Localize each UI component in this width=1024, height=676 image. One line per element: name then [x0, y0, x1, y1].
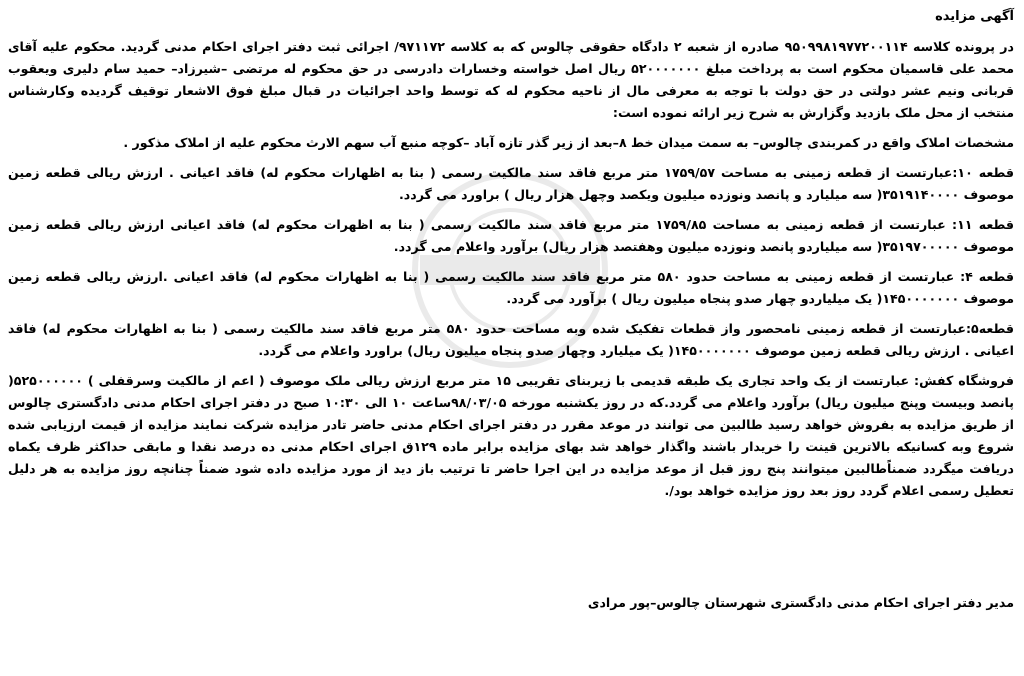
shoe-shop-auction-paragraph: فروشگاه کفش: عبارتست از یک واحد تجاری یک طبقه قدیمی با زیربنای تقریبی ۱۵ متر مربع ارزش ریالی ملک موصوف ( اعم از مالکیت وسرقفلی ) ۵۲۵۰۰۰۰۰۰( پانصد وبیست وپنج میلیون ریال) برآورد واعلام می گردد.که در روز یکشنبه مورخه ۹۸/۰۳/۰۵ساعت ۱۰ الی ۱۰:۳۰ صبح در دفتر اجرای احکام مدنی دادگستری چالوس از طریق مزایده به بفروش خواهد رسید طالبین می توانند در موعد مقرر در دفتر اجرای احکام مدنی حاضر تادر مزایده شرکت نمایند مزایده از قیمت ارزیابی شده شروع وبه کسانیکه بالاترین قینت را خریدار باشند واگذار خواهد شد بهای مزایده برابر ماده ۱۲۹ق اجرای احکام مدنی ده درصد نقدا و مابقی حداکثر ظرف یکماه دریافت میگردد ضمناًطالبین میتوانند پنج روز قبل از موعد مزایده در این اجرا حاضر تا ترتیب باز دید از مورد مزایده داده شود ضمناً چنانچه روز مزایده به هر دلیل تعطیل رسمی اعلام گردد روز بعد روز مزایده خواهد بود/.: [8, 373, 1014, 498]
signature-line: مدیر دفتر اجرای احکام مدنی دادگستری شهرستان چالوس–پور مرادی: [587, 595, 1014, 610]
case-intro-paragraph: در پرونده کلاسه ۹۵۰۹۹۸۱۹۷۷۲۰۰۱۱۴ صادره از شعبه ۲ دادگاه حقوقی چالوس که به کلاسه ۹۷۱۱۷۲/ اجرائی ثبت دفتر اجرای احکام مدنی گردید. محکوم علیه آقای محمد علی قاسمیان محکوم است به پرداخت مبلغ ۵۲۰۰۰۰۰۰۰ ریال اصل خواسته وخسارات دادرسی در حق محکوم له مرتضی –شیرزاد– حمید سام دلیری ویعقوب قربانی ونیم عشر دولتی در حق دولت با توجه به معرفی مال از ناحیه محکوم له که توسط واحد اجرائیات در قبال مبلغ فوق الاشعار توقیف گردیده وکارشناس منتخب از محل ملک بازدید وگزارش به شرح زیر ارائه نموده است:: [8, 39, 1014, 120]
auction-notice: [8, 4, 1014, 506]
parcel-4-paragraph: قطعه ۴: عبارتست از قطعه زمینی به مساحت حدود ۵۸۰ متر مربع فاقد سند مالکیت رسمی ( بنا به اظهارات محکوم له) فاقد اعیانی .ارزش ریالی قطعه زمین موصوف ۱۴۵۰۰۰۰۰۰۰( یک میلیاردو چهار صدو پنجاه میلیون ریال ) برآورد می گردد.: [8, 269, 1014, 306]
parcel-5-paragraph: قطعه۵:عبارتست از قطعه زمینی نامحصور واز قطعات تفکیک شده وبه مساحت حدود ۵۸۰ متر مربع فاقد سند مالکیت رسمی ( بنا به اظهارات محکوم له) فاقد اعیانی . ارزش ریالی قطعه زمین موصوف ۱۴۵۰۰۰۰۰۰۰( یک میلیارد وچهار صدو پنجاه میلیون ریال) براورد واعلام می گردد.: [8, 321, 1014, 358]
property-location-paragraph: مشخصات املاک واقع در کمربندی چالوس– به سمت میدان خط ۸–بعد از زیر گذر تازه آباد –کوچه منبع آب سهم الارث محکوم علیه از املاک مذکور .: [123, 135, 1014, 150]
parcel-11-paragraph: قطعه ۱۱: عبارتست از قطعه زمینی به مساحت ۱۷۵۹/۸۵ متر مربع فاقد سند مالکیت رسمی ( بنا به اظهرات محکوم له) فاقد اعیانی ارزش ریالی قطعه زمین موصوف ۳۵۱۹۷۰۰۰۰۰( سه میلیاردو پانصد ونوزده میلیون وهفتصد هزار ریال) برآورد واعلام می گردد.: [8, 217, 1014, 254]
parcel-10-paragraph: قطعه ۱۰:عبارتست از قطعه زمینی به مساحت ۱۷۵۹/۵۷ متر مربع فاقد سند مالکیت رسمی ( بنا به اظهارات محکوم له) فاقد اعیانی . ارزش ریالی قطعه زمین موصوف ۳۵۱۹۱۴۰۰۰۰( سه میلیارد و پانصد ونوزده میلیون ویکصد وچهل هزار ریال ) براورد می گردد.: [8, 165, 1014, 202]
notice-title: آگهی مزایده: [935, 9, 1014, 24]
